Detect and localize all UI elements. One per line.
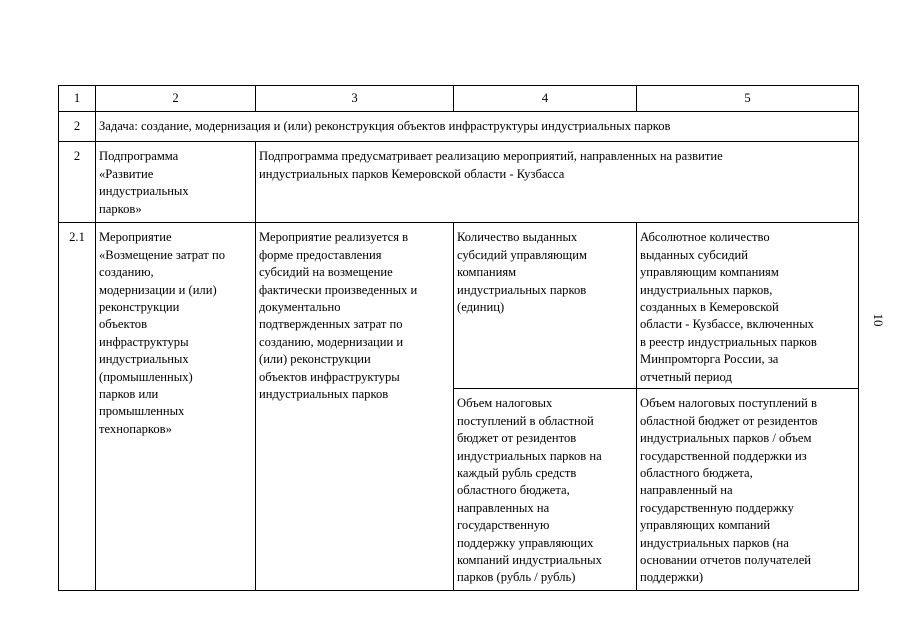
subprogram-name: Подпрограмма «Развитие индустриальных парков» bbox=[96, 142, 256, 223]
task-number: 2 bbox=[59, 112, 96, 142]
column-number-5: 5 bbox=[637, 86, 859, 112]
indicator-subsidies-count: Количество выданных субсидий управляющим компаниям индустриальных парков (единиц) bbox=[454, 223, 637, 389]
page-number: 10 bbox=[871, 313, 886, 327]
task-text: Задача: создание, модернизация и (или) реконструкция объектов инфраструктуры индустриальных парков bbox=[96, 112, 859, 142]
method-tax-revenue: Объем налоговых поступлений в областной бюджет от резидентов индустриальных парков / объем государственной поддержки из областного бюджета, направленный на государственную поддержку управляющих компаний индустриальных парков (на основании отчетов получателей поддержки) bbox=[637, 389, 859, 591]
method-subsidies-count: Абсолютное количество выданных субсидий управляющим компаниям индустриальных парков, созданных в Кемеровской области - Кузбассе, включенных в реестр индустриальных парков Минпромторга России, за отчетный период bbox=[637, 223, 859, 389]
subprogram-description: Подпрограмма предусматривает реализацию мероприятий, направленных на развитие индустриальных парков Кемеровской области - Кузбасса bbox=[256, 142, 859, 223]
table-header-row bbox=[59, 86, 859, 112]
column-number-4: 4 bbox=[454, 86, 637, 112]
column-number-2: 2 bbox=[96, 86, 256, 112]
column-number-1: 1 bbox=[59, 86, 96, 112]
subprogram-number: 2 bbox=[59, 142, 96, 223]
measure-name: Мероприятие «Возмещение затрат по созданию, модернизации и (или) реконструкции объектов инфраструктуры индустриальных (промышленных) парков или промышленных технопарков» bbox=[96, 223, 256, 591]
indicator-tax-revenue: Объем налоговых поступлений в областной бюджет от резидентов индустриальных парков на каждый рубль средств областного бюджета, направленных на государственную поддержку управляющих компаний индустриальных парков (рубль / рубль) bbox=[454, 389, 637, 591]
program-measures-table bbox=[58, 85, 859, 591]
measure-description: Мероприятие реализуется в форме предоставления субсидий на возмещение фактически произведенных и документально подтвержденных затрат по созданию, модернизации и (или) реконструкции объектов инфраструктуры индустриальных парков bbox=[256, 223, 454, 591]
measure-row bbox=[59, 223, 859, 389]
subprogram-row bbox=[59, 142, 859, 223]
task-row bbox=[59, 112, 859, 142]
measure-number: 2.1 bbox=[59, 223, 96, 591]
column-number-3: 3 bbox=[256, 86, 454, 112]
